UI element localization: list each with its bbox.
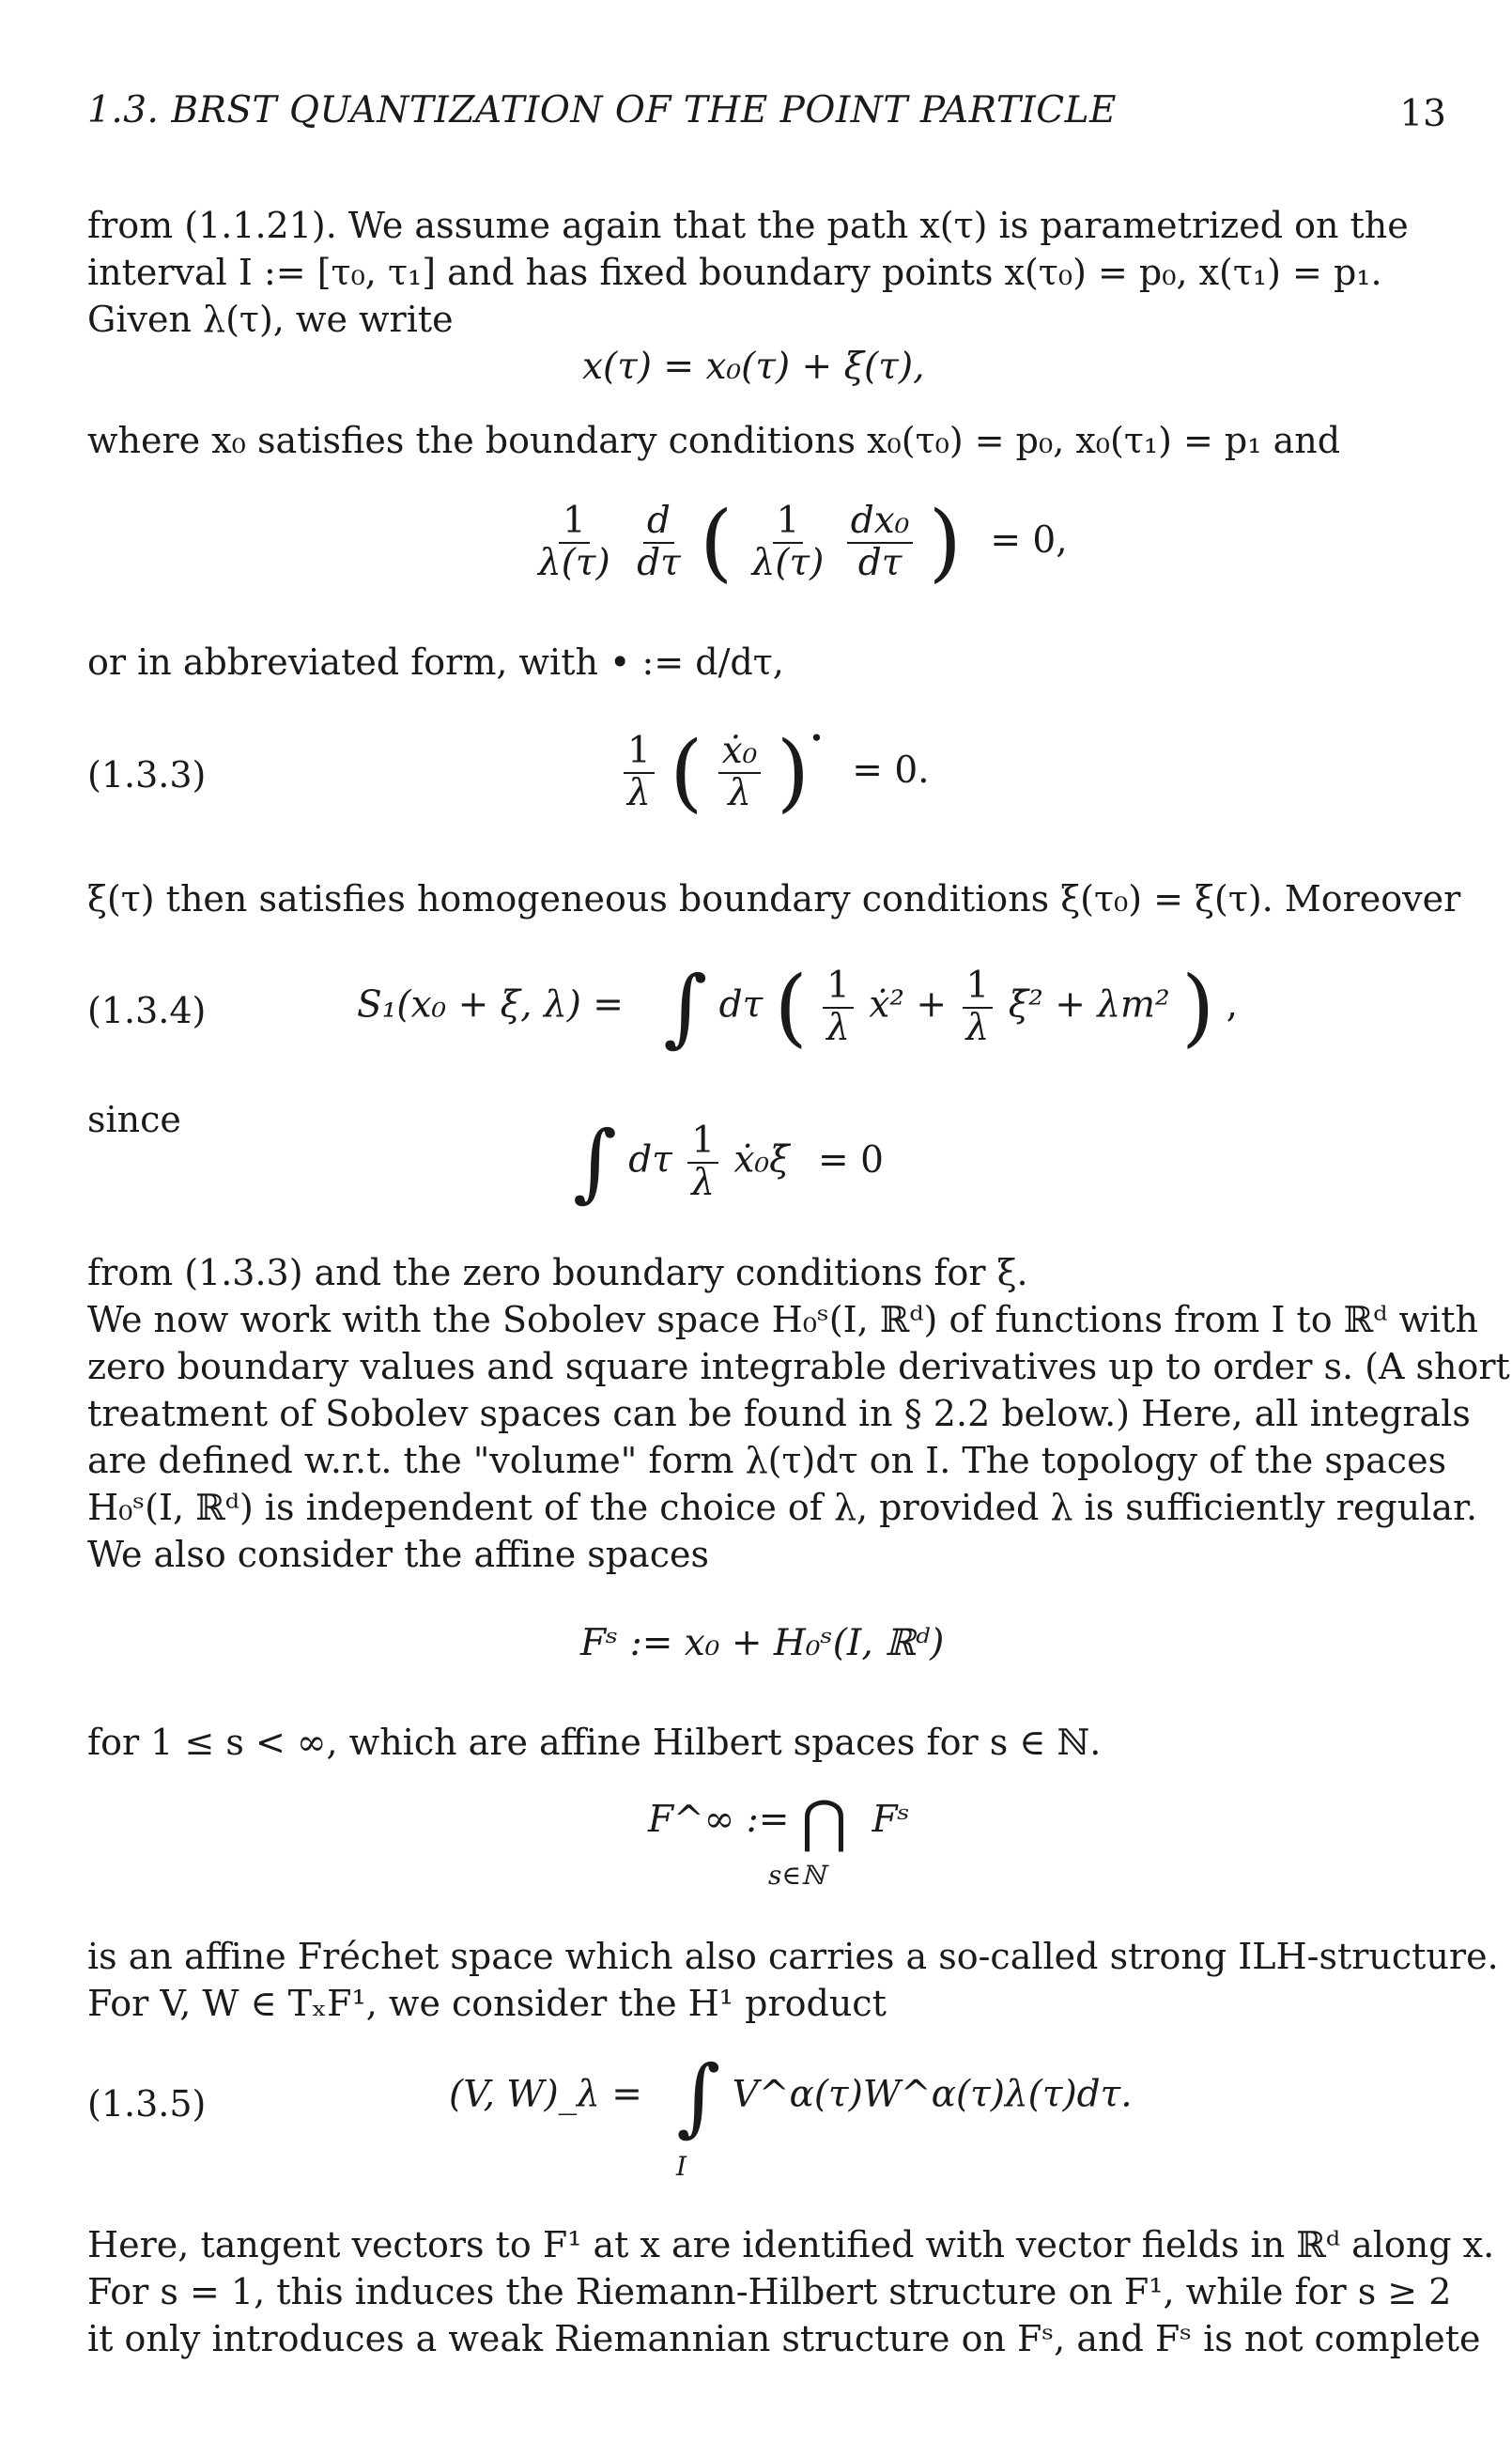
text-line: are defined w.r.t. the "volume" form λ(τ)dτ on I. The topology of the spaces: [87, 1440, 1447, 1481]
paragraph-boundary: [87, 417, 1444, 464]
fraction: $\frac{1}{\lambda}$: [823, 966, 854, 1049]
fraction: $\frac{1}{\lambda}$: [687, 1121, 718, 1204]
text-line: from (1.3.3) and the zero boundary conditions for ξ.: [87, 1252, 1028, 1293]
section-title: 1.3. BRST QUANTIZATION OF THE POINT PARTICLE: [87, 89, 1117, 131]
paragraph-intro: [87, 202, 1444, 343]
intersection-index: s∈ℕ: [768, 1860, 825, 1891]
equation-affine-space: Fˢ := x₀ + H₀ˢ(I, ℝᵈ): [580, 1622, 945, 1664]
paragraph-ilh: [87, 1933, 1499, 2027]
text-line: interval I := [τ₀, τ₁] and has fixed boundary points x(τ₀) = p₀, x(τ₁) = p₁.: [87, 252, 1382, 293]
text-line: We now work with the Sobolev space H₀ˢ(I, ℝᵈ) of functions from I to ℝᵈ with: [87, 1299, 1478, 1340]
equation-1-3-4: S₁(x₀ + ξ, λ) = ∫ dτ ( $\frac{1}{\lambda}$ ẋ² + $\frac{1}{\lambda}$ ξ̇² + λm² ) ,: [357, 958, 1238, 1057]
text-line: where x₀ satisfies the boundary conditions x₀(τ₀) = p₀, x₀(τ₁) = p₁ and: [87, 420, 1341, 461]
equation-1-3-5: (V, W)_λ = ∫ V^α(τ)W^α(τ)λ(τ)dτ.: [449, 2048, 1133, 2146]
fraction: $\frac{1}{\lambda}$: [963, 966, 994, 1049]
page-number: 13: [1399, 93, 1446, 135]
text-line: Here, tangent vectors to F¹ at x are identified with vector fields in ℝᵈ along x.: [87, 2224, 1495, 2265]
equation-since: ∫ dτ $\frac{1}{\lambda}$ ẋ₀ξ̇ = 0: [573, 1113, 884, 1212]
text-line: ξ(τ) then satisfies homogeneous boundary conditions ξ(τ₀) = ξ(τ). Moreover: [87, 878, 1461, 920]
integral-domain: I: [676, 2151, 687, 2182]
text-line: H₀ˢ(I, ℝᵈ) is independent of the choice of λ, provided λ is sufficiently regular.: [87, 1487, 1478, 1528]
equation-1-3-3: $\frac{1}{\lambda}$ ( $\frac{\text{ẋ₀}}{\lambda}$ )• = 0.: [620, 723, 930, 822]
fraction: $\frac{d}{d\tau}$: [637, 499, 681, 584]
fraction: $\frac{1}{\lambda(\tau)}$: [751, 499, 825, 584]
text-line: zero boundary values and square integrable derivatives up to order s. (A short: [87, 1346, 1510, 1387]
equation-label: (1.3.5): [87, 2083, 207, 2125]
text-line: is an affine Fréchet space which also carries a so-called strong ILH-structure.: [87, 1936, 1499, 1977]
text-line: or in abbreviated form, with • := d/dτ,: [87, 641, 784, 683]
fraction: $\frac{\text{ẋ₀}}{\lambda}$: [718, 732, 762, 814]
fraction: $\frac{1}{\lambda(\tau)}$: [538, 499, 610, 584]
equation-ode: $\frac{1}{\lambda(\tau)}$ $\frac{d}{d\tau}$ ( $\frac{1}{\lambda(\tau)}$ $\frac{\text{dx₀}}{d\tau}$ ) = 0,: [531, 493, 1068, 592]
text-line: since: [87, 1099, 181, 1140]
paragraph-hilbert: [87, 1719, 1444, 1766]
text-line: it only introduces a weak Riemannian structure on Fˢ, and Fˢ is not complete: [87, 2318, 1481, 2359]
paragraph-tangent: [87, 2221, 1495, 2362]
text-line: We also consider the affine spaces: [87, 1534, 710, 1575]
paragraph-sobolev: [87, 1249, 1510, 1578]
paragraph-homogeneous: [87, 875, 1461, 922]
text-line: For V, W ∈ TₓF¹, we consider the H¹ product: [87, 1983, 887, 2024]
equation-label: (1.3.4): [87, 990, 207, 1031]
text-line: treatment of Sobolev spaces can be found in § 2.2 below.) Here, all integrals: [87, 1393, 1471, 1434]
equation-decomposition: x(τ) = x₀(τ) + ξ(τ),: [582, 346, 925, 388]
text-line: for 1 ≤ s < ∞, which are affine Hilbert spaces for s ∈ ℕ.: [87, 1722, 1102, 1763]
equation-frechet: F^∞ := ⋂ Fˢ: [648, 1789, 910, 1855]
running-header: [87, 89, 1446, 136]
fraction: $\frac{1}{\lambda}$: [624, 732, 655, 814]
text-line: For s = 1, this induces the Riemann-Hilbert structure on F¹, while for s ≥ 2: [87, 2271, 1452, 2312]
paragraph-abbreviated: [87, 639, 1444, 686]
equation-label: (1.3.3): [87, 754, 207, 796]
text-line: from (1.1.21). We assume again that the path x(τ) is parametrized on the: [87, 205, 1409, 246]
fraction: $\frac{\text{dx₀}}{d\tau}$: [847, 502, 914, 584]
text-line: Given λ(τ), we write: [87, 299, 454, 340]
